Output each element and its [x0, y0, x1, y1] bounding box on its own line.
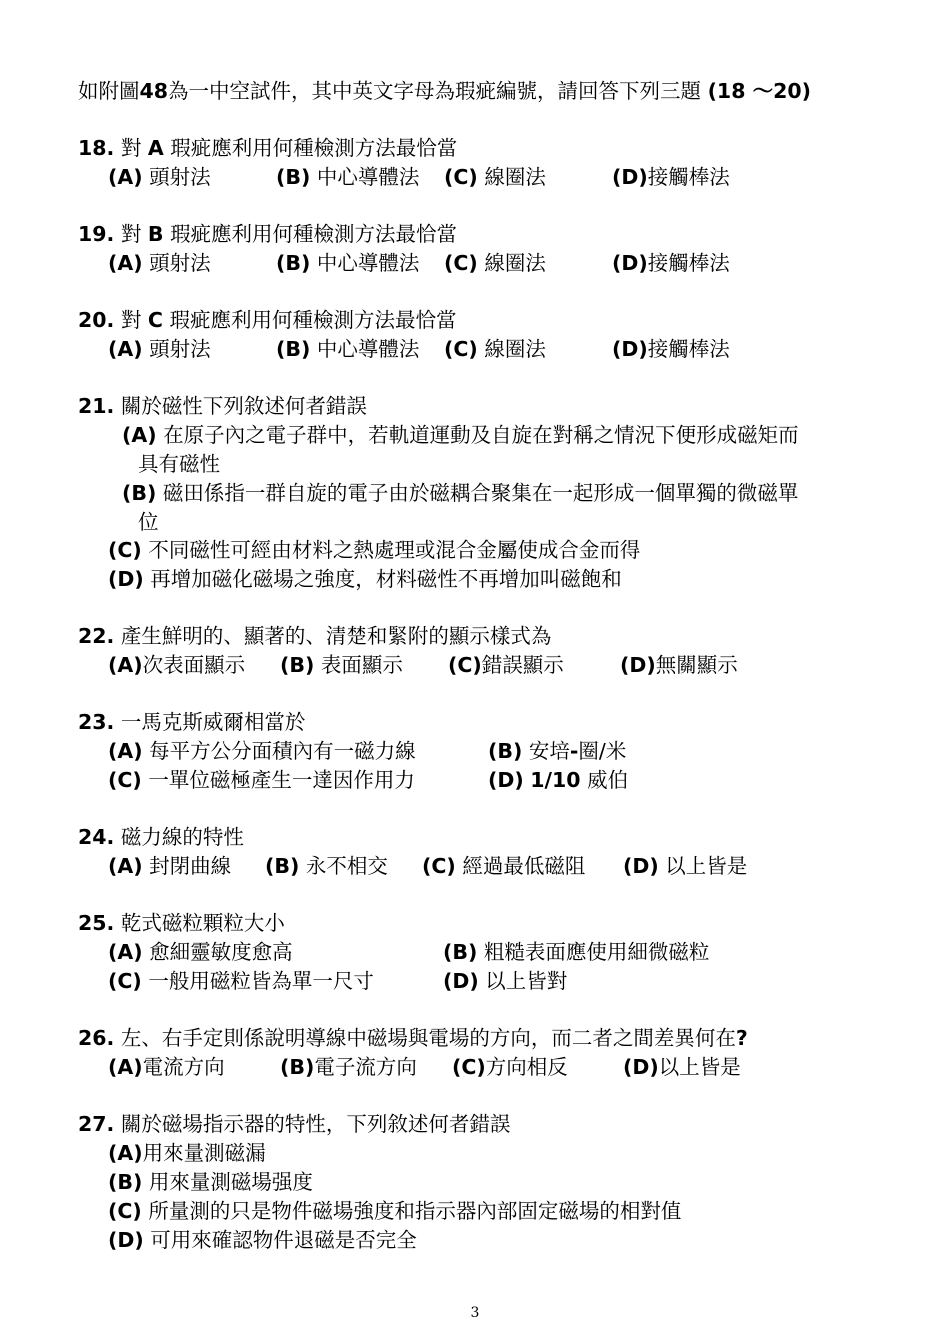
q27-option-a[interactable] — [108, 1139, 266, 1167]
text-questions-6-stem: 磁力線的特性 — [120, 825, 244, 849]
text-questions-9-options-3-t: 可用來確認物件退磁是否完全 — [150, 1228, 417, 1252]
text-questions-3-options-0-l: (A) — [122, 423, 157, 447]
text-questions-1-options-0-l: (A) — [108, 251, 143, 275]
q22-option-d[interactable] — [620, 651, 738, 679]
q23-option-d[interactable] — [488, 766, 628, 794]
text-intro-d: (18 ～20) — [707, 79, 811, 103]
q27-option-c[interactable] — [108, 1197, 681, 1225]
text-questions-1-options-2-l: (C) — [444, 251, 478, 275]
text-questions-0-options-2-l: (C) — [444, 165, 478, 189]
q21-option-b-cont — [138, 508, 159, 536]
text-intro-b: 48 — [139, 79, 169, 103]
text-questions-5-options-0-l: (A) — [108, 739, 143, 763]
text-questions-7-options-0-t: 愈細靈敏度愈高 — [149, 940, 293, 964]
text-questions-2-options-3-l: (D) — [612, 337, 648, 361]
text-questions-4-options-3-l: (D) — [620, 653, 656, 677]
question-21-stem — [78, 392, 367, 420]
text-questions-6-options-0-l: (A) — [108, 854, 143, 878]
text-questions-9-options-1-l: (B) — [108, 1170, 143, 1194]
text-questions-7-options-2-l: (C) — [108, 969, 142, 993]
text-questions-2-options-1-l: (B) — [276, 337, 311, 361]
question-24-stem — [78, 823, 244, 851]
q23-option-a[interactable] — [108, 737, 416, 765]
text-questions-3-stem: 關於磁性下列敘述何者錯誤 — [120, 394, 367, 418]
text-questions-2-options-3-t: 接觸棒法 — [647, 337, 730, 361]
question-19-stem — [78, 220, 457, 248]
text-questions-5-options-3-lb: 1/10 — [530, 768, 581, 792]
text-questions-5-options-3-l: (D) — [488, 768, 524, 792]
text-questions-6-options-0-t: 封閉曲線 — [149, 854, 232, 878]
text-questions-5-options-2-t: 一單位磁極產生一達因作用力 — [148, 768, 415, 792]
q18-option-a[interactable] — [108, 163, 211, 191]
q24-option-d[interactable] — [623, 852, 747, 880]
text-intro-c: 為一中空試件，其中英文字母為瑕疵編號，請回答下列三題 — [168, 79, 702, 103]
text-questions-0-options-0-l: (A) — [108, 165, 143, 189]
q27-option-d[interactable] — [108, 1226, 417, 1254]
text-questions-4-num: 22. — [78, 624, 115, 648]
q20-option-a[interactable] — [108, 335, 211, 363]
q21-option-a[interactable] — [122, 421, 799, 449]
text-questions-2-num: 20. — [78, 308, 115, 332]
text-questions-8-options-1-t: 電子流方向 — [314, 1055, 417, 1079]
text-questions-5-stem: 一馬克斯威爾相當於 — [120, 710, 306, 734]
text-questions-1-letter: B — [147, 222, 164, 246]
text-questions-1-stem: 對 — [120, 222, 142, 246]
text-questions-0-options-0-t: 頭射法 — [149, 165, 211, 189]
q23-option-c[interactable] — [108, 766, 415, 794]
text-questions-3-options-1-t2: 位 — [138, 510, 159, 534]
text-questions-9-stem: 關於磁場指示器的特性，下列敘述何者錯誤 — [120, 1112, 511, 1136]
text-questions-0-num: 18. — [78, 136, 115, 160]
text-questions-7-options-3-l: (D) — [443, 969, 479, 993]
text-questions-8-options-1-l: (B) — [280, 1055, 315, 1079]
text-questions-9-options-1-t: 用來量測磁場强度 — [148, 1170, 313, 1194]
text-questions-2-options-0-t: 頭射法 — [149, 337, 211, 361]
text-questions-0-options-3-t: 接觸棒法 — [647, 165, 730, 189]
text-questions-7-options-3-t: 以上皆對 — [485, 969, 568, 993]
text-questions-3-num: 21. — [78, 394, 115, 418]
q20-option-b[interactable] — [276, 335, 419, 363]
intro-line — [78, 77, 811, 105]
text-questions-8-num: 26. — [78, 1026, 115, 1050]
text-questions-9-num: 27. — [78, 1112, 115, 1136]
q27-option-b[interactable] — [108, 1168, 313, 1196]
q25-option-a[interactable] — [108, 938, 293, 966]
q23-option-b[interactable] — [488, 737, 626, 765]
text-questions-0-rest: 瑕疵應利用何種檢測方法最恰當 — [170, 136, 458, 160]
page-number: 3 — [470, 1305, 480, 1321]
question-23-stem — [78, 708, 305, 736]
q18-option-d[interactable] — [612, 163, 730, 191]
q26-option-c[interactable] — [452, 1053, 568, 1081]
text-questions-3-options-0-t2: 具有磁性 — [138, 452, 220, 476]
text-questions-6-options-1-l: (B) — [265, 854, 300, 878]
text-questions-2-letter: C — [147, 308, 163, 332]
text-questions-5-options-2-l: (C) — [108, 768, 142, 792]
text-questions-4-options-0-l: (A) — [108, 653, 143, 677]
text-questions-8-options-3-l: (D) — [623, 1055, 659, 1079]
q21-option-b[interactable] — [122, 479, 798, 507]
q26-option-a[interactable] — [108, 1053, 225, 1081]
text-questions-6-options-1-t: 永不相交 — [305, 854, 388, 878]
text-questions-7-options-2-t: 一般用磁粒皆為單一尺寸 — [148, 969, 374, 993]
text-questions-7-stem: 乾式磁粒顆粒大小 — [120, 911, 285, 935]
text-questions-5-options-1-t: 安培 — [528, 739, 570, 763]
q18-option-b[interactable] — [276, 163, 419, 191]
q20-option-d[interactable] — [612, 335, 730, 363]
q22-option-b[interactable] — [280, 651, 403, 679]
text-questions-5-options-3-t: 威伯 — [587, 768, 629, 792]
text-questions-2-stem: 對 — [120, 308, 142, 332]
text-questions-4-options-2-t: 錯誤顯示 — [481, 653, 564, 677]
q26-option-b[interactable] — [280, 1053, 417, 1081]
q19-option-a[interactable] — [108, 249, 211, 277]
text-questions-0-stem: 對 — [120, 136, 142, 160]
q24-option-a[interactable] — [108, 852, 231, 880]
text-questions-1-options-2-t: 線圈法 — [484, 251, 546, 275]
text-questions-4-options-0-t: 次表面顯示 — [142, 653, 246, 677]
text-questions-5-options-0-t: 每平方公分面積內有一磁力線 — [149, 739, 416, 763]
text-questions-8-stem: 左、右手定則係說明導線中磁場與電場的方向，而二者之間差異何在 — [120, 1026, 736, 1050]
text-questions-3-options-2-l: (C) — [108, 538, 142, 562]
text-questions-8-options-0-t: 電流方向 — [142, 1055, 225, 1079]
text-questions-9-options-2-t: 所量測的只是物件磁場強度和指示器內部固定磁場的相對值 — [148, 1199, 682, 1223]
text-questions-9-options-0-t: 用來量測磁漏 — [142, 1141, 266, 1165]
text-questions-1-options-3-t: 接觸棒法 — [647, 251, 730, 275]
question-26-stem — [78, 1024, 748, 1052]
q24-option-c[interactable] — [422, 852, 585, 880]
q21-option-d[interactable] — [108, 565, 622, 593]
q19-option-b[interactable] — [276, 249, 419, 277]
q25-option-b[interactable] — [443, 938, 709, 966]
text-questions-1-options-3-l: (D) — [612, 251, 648, 275]
text-questions-2-options-0-l: (A) — [108, 337, 143, 361]
q19-option-c[interactable] — [444, 249, 546, 277]
text-questions-5-num: 23. — [78, 710, 115, 734]
text-questions-6-num: 24. — [78, 825, 115, 849]
text-questions-8-options-0-l: (A) — [108, 1055, 143, 1079]
text-questions-1-options-1-t: 中心導體法 — [316, 251, 420, 275]
text-intro-a: 如附圖 — [78, 79, 140, 103]
text-questions-0-options-3-l: (D) — [612, 165, 648, 189]
text-questions-9-options-3-l: (D) — [108, 1228, 144, 1252]
text-questions-6-options-3-l: (D) — [623, 854, 659, 878]
text-questions-1-rest: 瑕疵應利用何種檢測方法最恰當 — [170, 222, 458, 246]
q21-option-c[interactable] — [108, 536, 640, 564]
text-questions-3-options-1-l: (B) — [122, 481, 157, 505]
text-questions-1-options-1-l: (B) — [276, 251, 311, 275]
text-questions-6-options-3-t: 以上皆是 — [665, 854, 748, 878]
question-27-stem — [78, 1110, 510, 1138]
text-questions-5-options-1-t3: - — [569, 739, 579, 763]
question-25-stem — [78, 909, 285, 937]
text-questions-4-options-1-l: (B) — [280, 653, 315, 677]
text-questions-7-options-0-l: (A) — [108, 940, 143, 964]
text-questions-0-letter: A — [147, 136, 164, 160]
text-questions-4-stem: 產生鮮明的、顯著的、清楚和緊附的顯示樣式為 — [120, 624, 552, 648]
text-questions-3-options-1-t: 磁田係指一群自旋的電子由於磁耦合聚集在一起形成一個單獨的微磁單 — [162, 481, 799, 505]
text-questions-4-options-3-t: 無關顯示 — [655, 653, 738, 677]
text-questions-1-num: 19. — [78, 222, 115, 246]
text-questions-8-options-3-t: 以上皆是 — [658, 1055, 741, 1079]
text-questions-0-options-2-t: 線圈法 — [484, 165, 546, 189]
text-questions-3-options-2-t: 不同磁性可經由材料之熱處理或混合金屬使成合金而得 — [148, 538, 641, 562]
text-questions-4-options-1-t: 表面顯示 — [320, 653, 403, 677]
q22-option-a[interactable] — [108, 651, 245, 679]
text-questions-3-options-3-l: (D) — [108, 567, 144, 591]
text-questions-0-options-1-l: (B) — [276, 165, 311, 189]
question-18-stem — [78, 134, 457, 162]
text-questions-9-options-2-l: (C) — [108, 1199, 142, 1223]
text-questions-4-options-2-l: (C) — [448, 653, 482, 677]
q20-option-c[interactable] — [444, 335, 546, 363]
question-20-stem — [78, 306, 456, 334]
q26-option-d[interactable] — [623, 1053, 741, 1081]
text-questions-3-options-3-t: 再增加磁化磁場之強度，材料磁性不再增加叫磁飽和 — [150, 567, 622, 591]
text-questions-8-options-2-t: 方向相反 — [485, 1055, 568, 1079]
q21-option-a-cont — [138, 450, 220, 478]
q18-option-c[interactable] — [444, 163, 546, 191]
text-questions-7-options-1-l: (B) — [443, 940, 478, 964]
question-22-stem — [78, 622, 551, 650]
text-questions-8-options-2-l: (C) — [452, 1055, 486, 1079]
q25-option-d[interactable] — [443, 967, 567, 995]
q19-option-d[interactable] — [612, 249, 730, 277]
q25-option-c[interactable] — [108, 967, 374, 995]
text-questions-2-options-1-t: 中心導體法 — [316, 337, 420, 361]
text-questions-6-options-2-t: 經過最低磁阻 — [462, 854, 586, 878]
text-questions-7-options-1-t: 粗糙表面應使用細微磁粒 — [483, 940, 710, 964]
text-questions-8-q: ? — [735, 1026, 748, 1050]
q24-option-b[interactable] — [265, 852, 388, 880]
text-questions-6-options-2-l: (C) — [422, 854, 456, 878]
text-questions-3-options-0-t: 在原子內之電子群中，若軌道運動及自旋在對稱之情況下便形成磁矩而 — [163, 423, 799, 447]
text-questions-2-options-2-t: 線圈法 — [484, 337, 546, 361]
text-questions-7-num: 25. — [78, 911, 115, 935]
text-questions-9-options-0-l: (A) — [108, 1141, 143, 1165]
text-questions-5-options-1-t4: 圈/米 — [578, 739, 627, 763]
text-questions-5-options-1-l: (B) — [488, 739, 523, 763]
text-questions-1-options-0-t: 頭射法 — [149, 251, 211, 275]
text-questions-2-options-2-l: (C) — [444, 337, 478, 361]
text-questions-0-options-1-t: 中心導體法 — [316, 165, 420, 189]
text-questions-2-rest: 瑕疵應利用何種檢測方法最恰當 — [169, 308, 457, 332]
q22-option-c[interactable] — [448, 651, 564, 679]
